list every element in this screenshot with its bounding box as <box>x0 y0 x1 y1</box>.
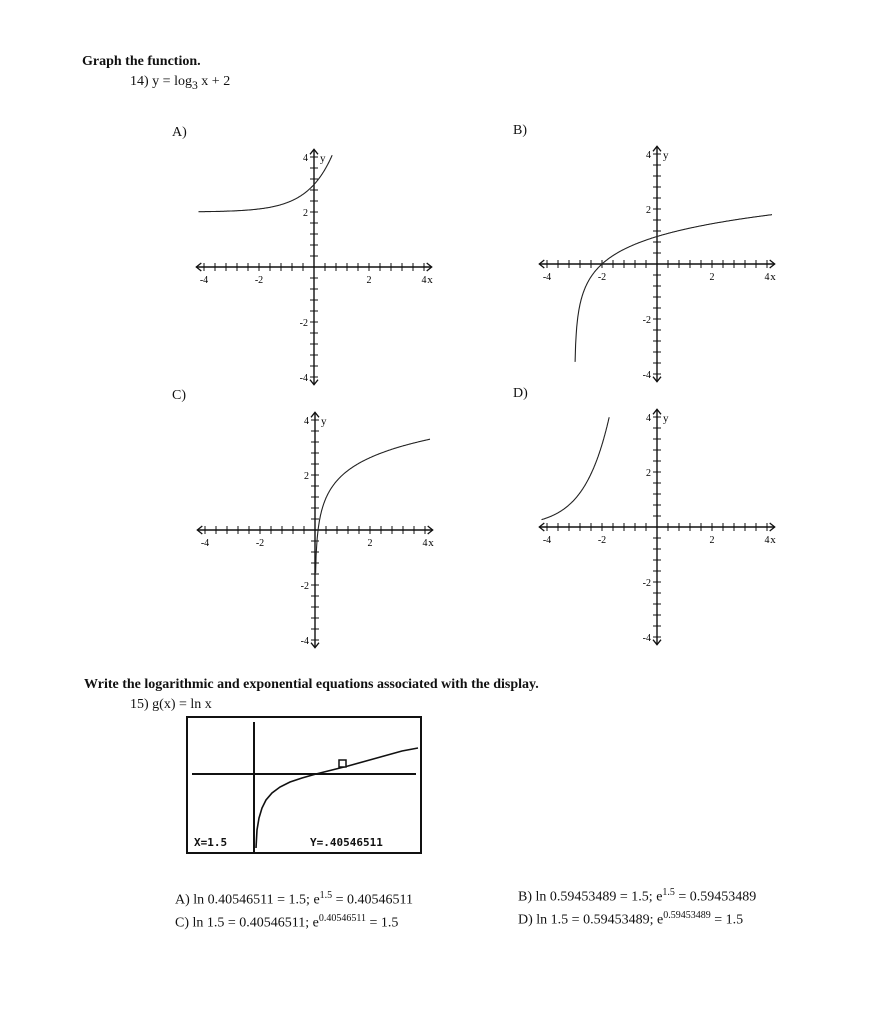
graph-c-ylabel: y <box>321 415 327 428</box>
graph-d-xlabel: x <box>770 534 776 546</box>
answer-b-log: ln 0.59453489 = 1.5; <box>535 889 657 905</box>
q14-number: 14) <box>130 74 149 89</box>
answer-c-exp: 0.40546511 <box>318 913 367 924</box>
answer-c-label: C) <box>175 915 189 931</box>
graph-c-curve <box>316 439 430 573</box>
graph-a-xtick-label: -4 <box>199 275 209 286</box>
graph-d-xtick-label: -4 <box>542 535 552 546</box>
graph-b-curve <box>575 215 772 362</box>
graph-c-ytick-label: 4 <box>304 416 309 427</box>
graph-b-ytick-label: -2 <box>642 315 651 326</box>
answer-b <box>518 887 756 906</box>
graph-a-xtick-label: 2 <box>366 275 372 286</box>
graph-d-ytick-label: -4 <box>642 633 651 644</box>
answer-c-log: ln 1.5 = 0.40546511; <box>192 915 313 931</box>
answer-c-base: e <box>312 915 319 931</box>
answer-d <box>518 910 743 929</box>
answer-d-base: e <box>656 912 664 928</box>
graph-b-xtick-label: 2 <box>709 272 715 283</box>
graph-c-ytick-label: -2 <box>300 581 309 592</box>
calc-y-readout: Y=.40546511 <box>310 836 383 849</box>
q15-equation: g(x) = ln x <box>152 697 212 712</box>
graph-c <box>190 405 440 655</box>
q14-prompt <box>130 74 230 92</box>
answer-d-exp: 0.59453489 <box>663 910 711 921</box>
graph-b-ytick-label: 4 <box>646 150 651 161</box>
graph-d-ytick-label: -2 <box>642 578 651 589</box>
graph-c-ytick-label: -4 <box>300 636 309 647</box>
answer-c <box>175 913 398 932</box>
answer-a-exp: 1.5 <box>319 890 333 901</box>
answer-d-log: ln 1.5 = 0.59453489; <box>536 912 657 928</box>
q15-heading: Write the logarithmic and exponential equations associated with the display. <box>84 677 539 692</box>
graph-d-ytick-label: 4 <box>646 413 651 424</box>
q14-eq-pre: y = log <box>152 74 192 89</box>
graph-d-xtick-label: -2 <box>597 535 607 546</box>
graph-c-label: C) <box>172 388 186 403</box>
graph-a-xtick-label: 4 <box>421 275 427 286</box>
graph-a-xtick-label: -2 <box>254 275 264 286</box>
calc-ln-curve <box>256 748 418 848</box>
graph-c-xtick-label: 2 <box>367 538 373 549</box>
graph-c-ytick-label: 2 <box>304 471 309 482</box>
graph-d-xtick-label: 4 <box>764 535 770 546</box>
graph-b-ytick-label: 2 <box>646 205 651 216</box>
answer-b-base: e <box>656 889 663 905</box>
graph-b-xlabel: x <box>770 271 776 283</box>
answer-d-label: D) <box>518 912 533 928</box>
graph-b-ylabel: y <box>663 149 669 162</box>
graph-a-ytick-label: -2 <box>299 318 308 329</box>
calculator-display <box>186 716 422 854</box>
calc-x-readout: X=1.5 <box>194 836 228 849</box>
graph-a-ytick-label: -4 <box>299 373 308 384</box>
graph-b-label: B) <box>513 123 527 138</box>
graph-c-xtick-label: -4 <box>200 538 210 549</box>
answer-b-label: B) <box>518 889 532 905</box>
graph-d <box>532 403 782 653</box>
answer-a-base: e <box>313 892 320 908</box>
graph-a-ytick-label: 4 <box>303 153 308 164</box>
q14-eq-post: x + 2 <box>197 74 231 89</box>
graph-a-ytick-label: 2 <box>303 208 308 219</box>
answer-b-rhs: = 0.59453489 <box>674 889 757 905</box>
graph-a-xlabel: x <box>427 274 433 286</box>
graph-a-curve <box>199 155 333 212</box>
graph-a <box>190 140 440 390</box>
q15-number: 15) <box>130 697 149 712</box>
answer-d-rhs: = 1.5 <box>710 912 744 928</box>
graph-d-curve <box>542 417 610 519</box>
graph-c-xtick-label: 4 <box>422 538 428 549</box>
graph-a-label: A) <box>172 125 187 140</box>
graph-b <box>532 140 782 390</box>
calc-trace-cursor <box>339 760 346 767</box>
q14-eq-sub: 3 <box>191 78 198 92</box>
graph-b-xtick-label: -4 <box>542 272 552 283</box>
q14-heading: Graph the function. <box>82 54 201 69</box>
graph-a-ylabel: y <box>320 152 326 165</box>
graph-d-ytick-label: 2 <box>646 468 651 479</box>
graph-b-xtick-label: -2 <box>597 272 607 283</box>
graph-d-label: D) <box>513 386 528 401</box>
answer-a-log: ln 0.40546511 = 1.5; <box>193 892 314 908</box>
answer-a-rhs: = 0.40546511 <box>332 892 414 908</box>
q14-equation <box>152 74 231 92</box>
answer-b-exp: 1.5 <box>662 887 675 898</box>
graph-b-ytick-label: -4 <box>642 370 651 381</box>
graph-d-ylabel: y <box>663 412 669 425</box>
graph-c-xtick-label: -2 <box>255 538 265 549</box>
answer-a <box>175 890 413 909</box>
answer-c-rhs: = 1.5 <box>366 915 399 931</box>
calculator-graph <box>188 718 420 852</box>
graph-b-xtick-label: 4 <box>764 272 770 283</box>
graph-c-xlabel: x <box>428 537 434 549</box>
answer-a-label: A) <box>175 892 190 908</box>
graph-d-xtick-label: 2 <box>709 535 715 546</box>
q15-prompt <box>130 697 212 713</box>
